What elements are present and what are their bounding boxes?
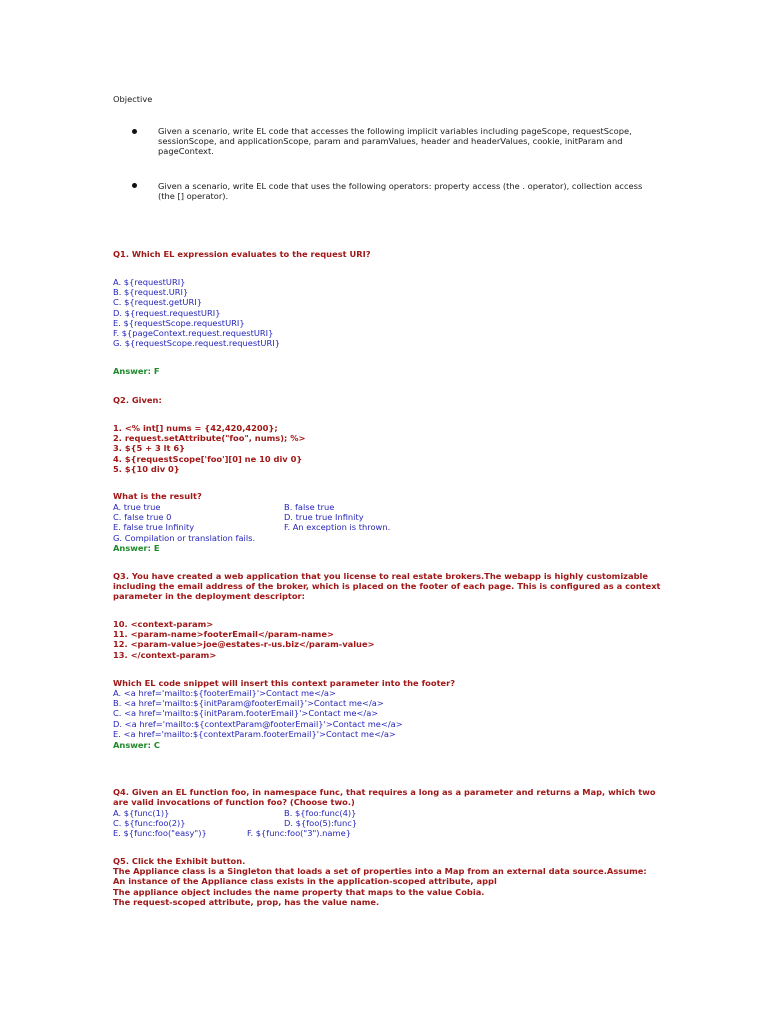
q3-option-e: E. <a href='mailto:${contextParam.footerEmail}'>Contact me</a> <box>113 728 396 739</box>
q4-option-a: A. ${func(1)} <box>113 808 170 818</box>
q1-option-f: F. ${pageContext.request.requestURI} <box>113 328 274 339</box>
objective-bullet-1-line-1: Given a scenario, write EL code that accesses the following implicit variables including pageScope, requestScope, <box>158 126 632 136</box>
q2-question: Q2. Given: <box>113 395 162 405</box>
q2-option-f: F. An exception is thrown. <box>284 522 391 533</box>
q1-option-b: B. ${request.URI} <box>113 287 189 298</box>
q5-line-4: The appliance object includes the name property that maps to the value Cobia. <box>113 886 485 897</box>
q3-code-line-4: 13. </context-param> <box>113 649 217 660</box>
q2-code-line-3: 3. ${5 + 3 lt 6} <box>113 443 186 454</box>
q1-answer: Answer: F <box>113 366 160 376</box>
q2-option-a: A. true true <box>113 502 161 512</box>
bullet-icon <box>132 129 137 134</box>
q4-options-left <box>113 808 207 839</box>
q5-line-2: The Appliance class is a Singleton that loads a set of properties into a Map from an external data source.Assume: <box>113 866 647 877</box>
q4-option-d: D. ${foo(5):func} <box>284 818 358 828</box>
q3-code-line-1: 10. <context-param> <box>113 619 214 629</box>
objective-bullet-1-line-2: sessionScope, and applicationScope, param and paramValues, header and headerValues, cookie, initParam and <box>158 136 623 147</box>
q2-option-b: B. false true <box>284 502 335 512</box>
q3-options <box>113 688 403 739</box>
q5-text <box>113 856 647 907</box>
bullet-icon <box>132 183 137 188</box>
q2-option-c: C. false true 0 <box>113 512 172 523</box>
objective-bullet-2-line-1: Given a scenario, write EL code that uses the following operators: property access (the . operator), collection access <box>158 181 643 191</box>
q2-code-line-5: 5. ${10 div 0} <box>113 463 180 474</box>
q3-question-line-2: including the email address of the broker, which is placed on the footer of each page. This is configured as a context <box>113 581 661 592</box>
q4-option-b: B. ${foo:func(4)} <box>284 808 357 818</box>
q4-option-e: E. ${func:foo("easy")} <box>113 828 207 839</box>
q3-question-line-3: parameter in the deployment descriptor: <box>113 591 305 602</box>
q2-code-line-4: 4. ${requestScope['foo'][0] ne 10 div 0} <box>113 453 303 464</box>
q3-question <box>113 571 661 602</box>
q3-code <box>113 619 375 660</box>
objective-bullet-1 <box>158 126 632 157</box>
q2-prompt: What is the result? <box>113 491 202 501</box>
q3-code-line-3: 12. <param-value>joe@estates-r-us.biz</param-value> <box>113 639 375 650</box>
q2-option-d: D. true true Infinity <box>284 512 364 523</box>
q1-option-e: E. ${requestScope.requestURI} <box>113 317 245 328</box>
q4-question-line-1: Q4. Given an EL function foo, in namespace func, that requires a long as a parameter and returns a Map, which two <box>113 787 656 797</box>
q3-option-b: B. <a href='mailto:${initParam@footerEmail}'>Contact me</a> <box>113 698 384 709</box>
q2-options-right <box>284 502 390 533</box>
q5-line-5: The request-scoped attribute, prop, has the value name. <box>113 896 380 907</box>
q1-question: Q1. Which EL expression evaluates to the request URI? <box>113 249 371 259</box>
q3-option-a: A. <a href='mailto:${footerEmail}'>Contact me</a> <box>113 688 336 698</box>
q3-option-c: C. <a href='mailto:${initParam.footerEmail}'>Contact me</a> <box>113 708 379 719</box>
q2-options-left <box>113 502 255 543</box>
q3-question-line-1: Q3. You have created a web application that you license to real estate brokers.The webapp is highly customizable <box>113 571 649 581</box>
q1-option-a: A. ${requestURI} <box>113 277 186 287</box>
q4-question-line-2: are valid invocations of function foo? (Choose two.) <box>113 797 355 808</box>
q3-code-line-2: 11. <param-name>footerEmail</param-name> <box>113 629 334 640</box>
q3-prompt: Which EL code snippet will insert this context parameter into the footer? <box>113 678 456 688</box>
q2-answer: Answer: E <box>113 543 160 553</box>
q1-option-c: C. ${request.getURI} <box>113 297 202 308</box>
q5-line-3: An instance of the Appliance class exists in the application-scoped attribute, appl <box>113 876 497 887</box>
q4-question <box>113 787 656 807</box>
q2-code-line-2: 2. request.setAttribute("foo", nums); %> <box>113 433 306 444</box>
q4-option-f: F. ${func:foo("3").name} <box>247 828 351 838</box>
q3-answer: Answer: C <box>113 740 160 750</box>
q4-option-c: C. ${func:foo(2)} <box>113 818 186 829</box>
objective-bullet-2-line-2: (the [] operator). <box>158 191 229 202</box>
q1-option-g: G. ${requestScope.request.requestURI} <box>113 338 280 349</box>
q3-option-d: D. <a href='mailto:${contextParam@footerEmail}'>Contact me</a> <box>113 718 403 729</box>
objective-bullet-1-line-3: pageContext. <box>158 146 214 157</box>
objective-bullet-2 <box>158 181 642 201</box>
q1-options <box>113 277 280 348</box>
q2-code <box>113 423 305 474</box>
q2-option-g: G. Compilation or translation fails. <box>113 532 256 543</box>
objective-heading: Objective <box>113 94 153 104</box>
q2-code-line-1: 1. <% int[] nums = {42,420,4200}; <box>113 423 278 433</box>
q2-option-e: E. false true Infinity <box>113 522 195 533</box>
q5-line-1: Q5. Click the Exhibit button. <box>113 856 246 866</box>
q1-option-d: D. ${request.requestURI} <box>113 307 221 318</box>
